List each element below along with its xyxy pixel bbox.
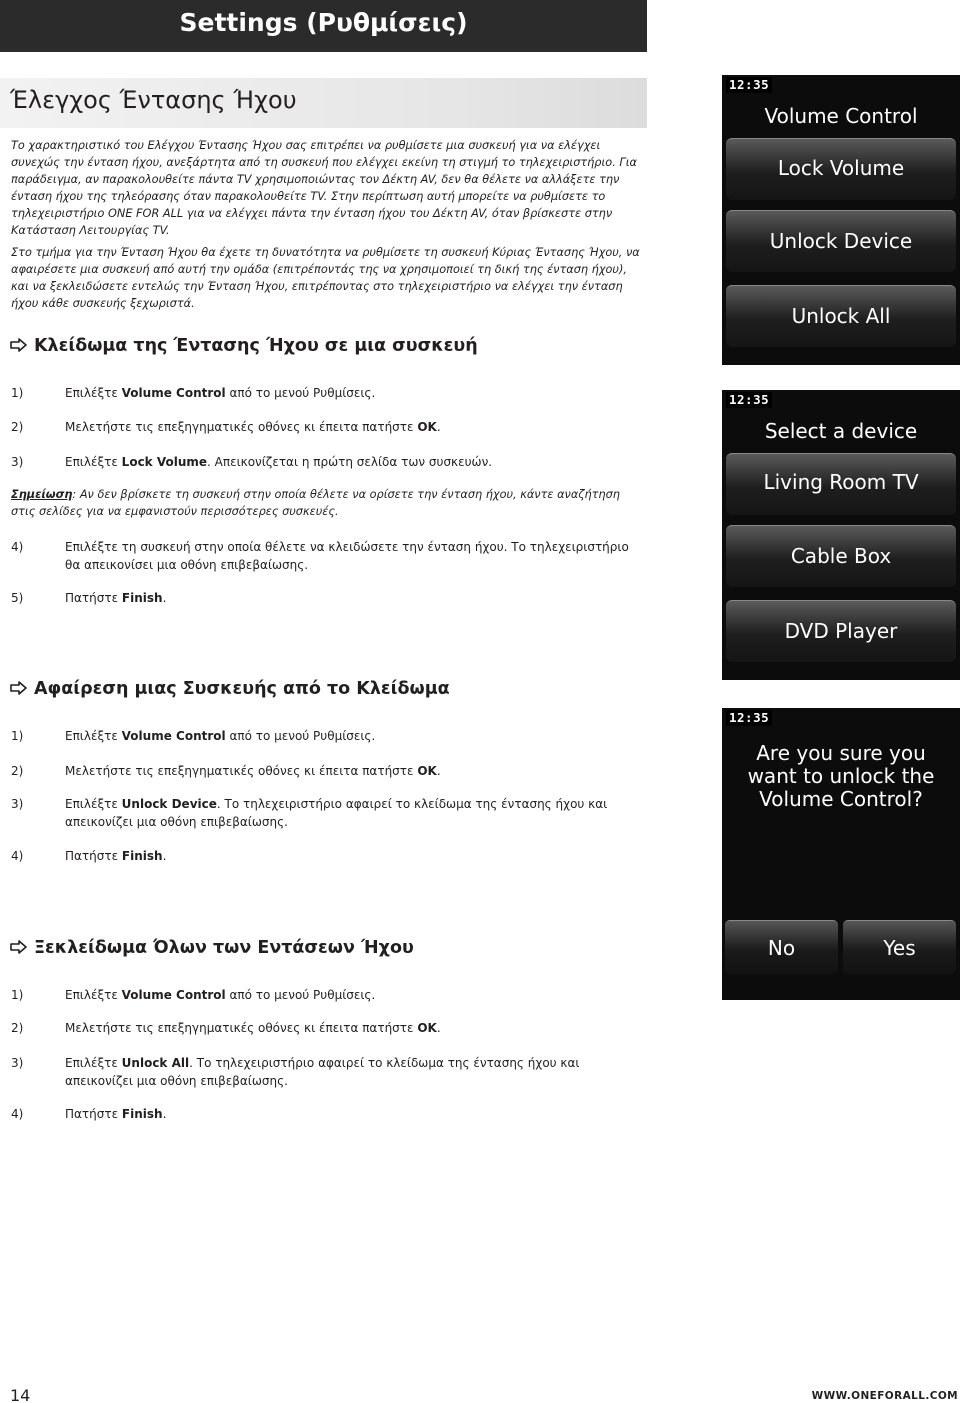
lock-step-5: 5) Πατήστε Finish. (11, 591, 167, 605)
device-cable-box[interactable]: Cable Box (726, 525, 956, 587)
unlock-section-heading (10, 938, 414, 958)
lock-step-1: 1) Επιλέξτε Volume Control από το μενού Ρυθμίσεις. (11, 386, 376, 400)
page-number: 14 (10, 1386, 31, 1403)
no-button[interactable]: No (725, 920, 838, 974)
screen-title: Volume Control (764, 104, 918, 128)
remote-screen-select-device (722, 390, 960, 680)
yes-button[interactable]: Yes (843, 920, 956, 974)
remove-step-1: 1) Επιλέξτε Volume Control από το μενού Ρυθμίσεις. (11, 729, 376, 743)
unlock-all-button[interactable]: Unlock All (726, 285, 956, 347)
remote-screen-volume-control (722, 75, 960, 365)
lock-note: Σημείωση: Αν δεν βρίσκετε τη συσκευή στην οποία θέλετε να ορίσετε την ένταση ήχου, κάντε αναζήτηση στις σελίδες για να εμφανιστούν περισσότερες συσκευές. (11, 488, 620, 518)
arrow-right-icon (10, 681, 28, 695)
clock-display: 12:35 (726, 710, 772, 726)
remove-step-3: 3) Επιλέξτε Unlock Device. Το τηλεχειριστήριο αφαιρεί το κλείδωμα της έντασης ήχου και απεικονίζει μια οθόνη επιβεβαίωσης. (11, 797, 608, 829)
lock-step-2: 2) Μελετήστε τις επεξηγηματικές οθόνες κι έπειτα πατήστε OK. (11, 420, 441, 434)
screen-title: Select a device (764, 419, 918, 443)
device-dvd-player[interactable]: DVD Player (726, 600, 956, 662)
remote-screen-confirm-unlock (722, 708, 960, 1000)
remove-step-2: 2) Μελετήστε τις επεξηγηματικές οθόνες κι έπειτα πατήστε OK. (11, 764, 441, 778)
lock-step-3: 3) Επιλέξτε Lock Volume. Απεικονίζεται η πρώτη σελίδα των συσκευών. (11, 455, 493, 469)
arrow-right-icon (10, 940, 28, 954)
remove-step-4: 4) Πατήστε Finish. (11, 849, 167, 863)
page-header-title: Settings (Ρυθμίσεις) (179, 8, 468, 37)
arrow-right-icon (10, 338, 28, 352)
unlock-step-4: 4) Πατήστε Finish. (11, 1107, 167, 1121)
intro-paragraph-1: Το χαρακτηριστικό του Ελέγχου Έντασης Ήχου σας επιτρέπει να ρυθμίσετε μια συσκευή για να ελέγχει συνεχώς την ένταση ήχου, ανεξάρτητα από τη συσκευή που ελέγχει εκείνη τη στιγμή το τηλεχειριστήριο. Για παράδειγμα, αν παρακολουθείτε πάντα TV χρησιμοποιώντας τον Δέκτη AV, δεν θα θέλετε να αλλάξετε την ένταση ήχου της τηλεόρασης όταν παρακολουθείτε TV. Στην περίπτωση αυτή μπορείτε να ρυθμίσετε το τηλεχειριστήριο ONE FOR ALL για να ελέγχει πάντα την ένταση ήχου του Δέκτη AV, όταν βρίσκεστε στην Κατάσταση Λειτουργίας TV. (11, 139, 637, 237)
intro-paragraph-2: Στο τμήμα για την Ένταση Ήχου θα έχετε τη δυνατότητα να ρυθμίσετε τη συσκευή Κύριας Έντασης Ήχου, να αφαιρέσετε μια συσκευή από αυτή την ομάδα (επιτρέποντάς της να χρησιμοποιεί τη δική της ένταση ήχου), και να ξεκλειδώσετε εντελώς την Ένταση Ήχου, επιτρέποντας στο τηλεχειριστήριο να ελέγχει την ένταση ήχου κάθε συσκευής ξεχωριστά. (11, 246, 640, 310)
device-living-room-tv[interactable]: Living Room TV (726, 453, 956, 515)
unlock-step-3: 3) Επιλέξτε Unlock All. Το τηλεχειριστήριο αφαιρεί το κλείδωμα της έντασης ήχου και απεικονίζει μια οθόνη επιβεβαίωσης. (11, 1056, 580, 1088)
lock-section-title: Κλείδωμα της Έντασης Ήχου σε μια συσκευή (34, 336, 478, 356)
unlock-device-button[interactable]: Unlock Device (726, 210, 956, 272)
lock-step-4: 4) Επιλέξτε τη συσκευή στην οποία θέλετε να κλειδώσετε την ένταση ήχου. Το τηλεχειριστήριο θα απεικονίσει μια οθόνη επιβεβαίωσης. (11, 540, 629, 572)
section-title: Έλεγχος Έντασης Ήχου (10, 86, 297, 114)
confirm-question: Are you sure you want to unlock the Volume Control? (747, 741, 935, 811)
clock-display: 12:35 (726, 392, 772, 408)
footer-url: WWW.ONEFORALL.COM (811, 1390, 958, 1402)
unlock-step-2: 2) Μελετήστε τις επεξηγηματικές οθόνες κι έπειτα πατήστε OK. (11, 1021, 441, 1035)
lock-section-heading (10, 336, 478, 356)
lock-volume-button[interactable]: Lock Volume (726, 138, 956, 200)
remove-section-title: Αφαίρεση μιας Συσκευής από το Κλείδωμα (34, 679, 450, 699)
unlock-step-1: 1) Επιλέξτε Volume Control από το μενού Ρυθμίσεις. (11, 988, 376, 1002)
unlock-section-title: Ξεκλείδωμα Όλων των Εντάσεων Ήχου (34, 938, 414, 958)
clock-display: 12:35 (726, 77, 772, 93)
remove-section-heading (10, 679, 450, 699)
